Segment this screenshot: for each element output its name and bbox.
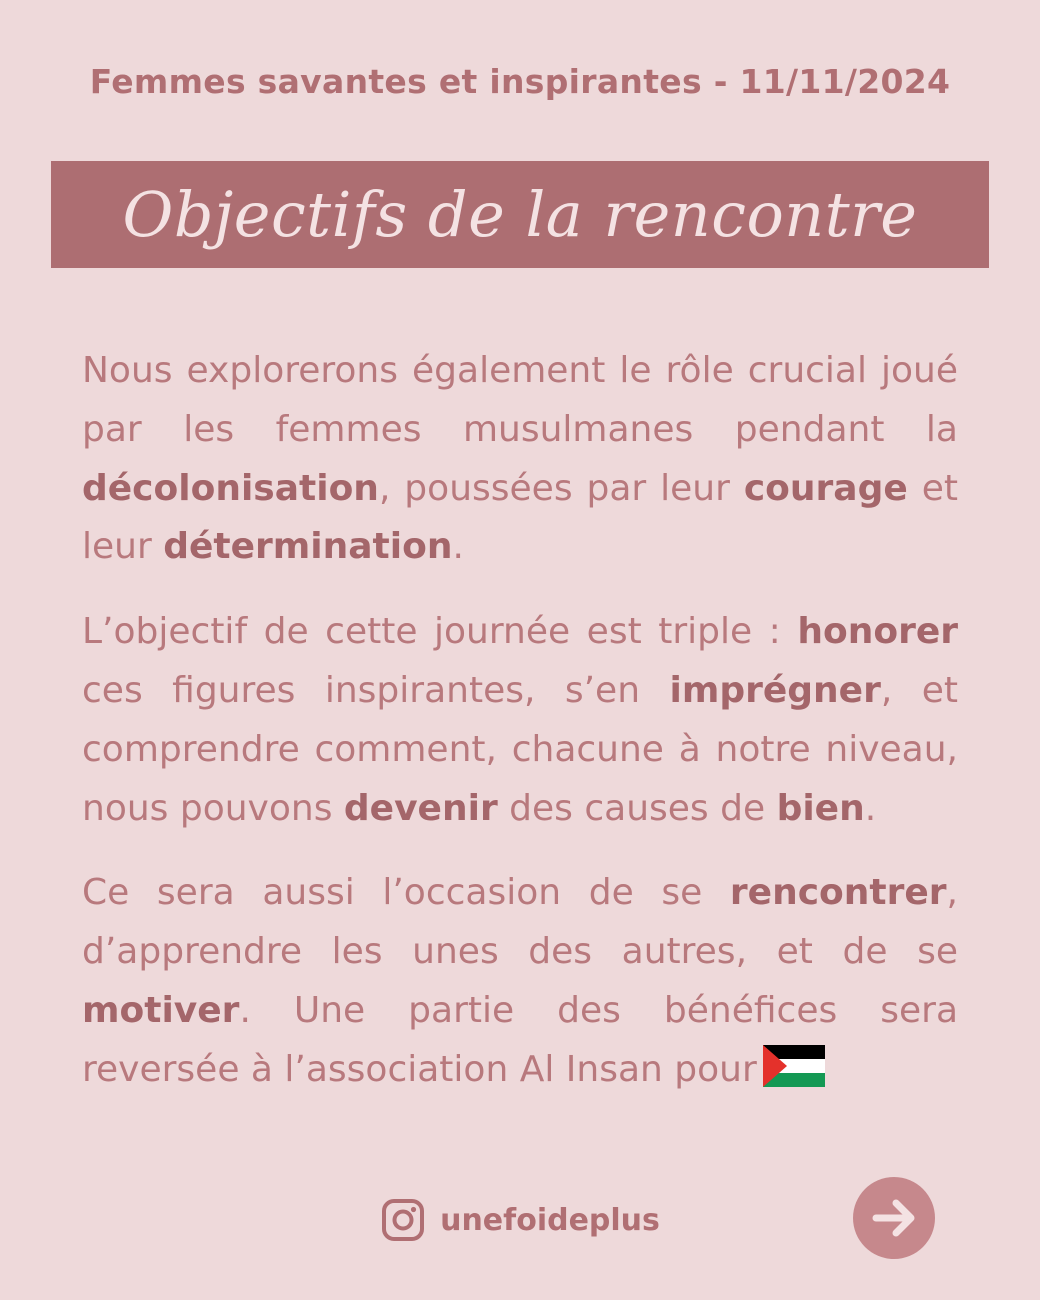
text-span: , poussées par leur <box>378 467 744 509</box>
bold-devenir: devenir <box>343 787 498 829</box>
paragraph-objective <box>82 603 958 838</box>
instagram-icon <box>380 1197 426 1243</box>
bold-impregner: imprégner <box>669 669 881 711</box>
bold-honorer: honorer <box>797 611 958 653</box>
body-text <box>82 342 958 1126</box>
text-span: ces figures inspirantes, s’en <box>82 669 670 711</box>
page-title: Objectifs de la rencontre <box>122 178 918 251</box>
social-handle-text: unefoideplus <box>440 1202 660 1238</box>
palestine-flag-icon <box>763 1045 825 1087</box>
social-handle[interactable] <box>380 1197 660 1243</box>
text-span: et leur <box>82 467 958 568</box>
text-span: des causes de <box>497 787 777 829</box>
bold-courage: courage <box>743 467 908 509</box>
header-text: Femmes savantes et inspirantes - 11/11/2024 <box>89 62 951 101</box>
text-span: , d’apprendre les unes des autres, et de se <box>82 872 958 973</box>
text-span: , et comprendre comment, chacune à notre niveau, nous pouvons <box>82 669 958 829</box>
paragraph-meeting <box>82 864 958 1099</box>
text-span: . <box>864 787 877 829</box>
bold-determination: détermination <box>163 526 453 568</box>
text-span: L’objectif de cette journée est triple : <box>82 611 798 653</box>
title-banner <box>51 161 989 268</box>
bold-decolonisation: décolonisation <box>82 467 379 509</box>
arrow-right-icon <box>866 1190 922 1246</box>
text-span: Ce sera aussi l’occasion de se <box>82 872 730 914</box>
bold-motiver: motiver <box>82 989 240 1031</box>
next-button[interactable] <box>853 1177 935 1259</box>
text-span: Nous explorerons également le rôle crucial joué par les femmes musulmanes pendant la <box>82 350 958 450</box>
bold-bien: bien <box>776 787 865 829</box>
text-span: . <box>452 526 464 568</box>
paragraph-decolonisation <box>82 342 958 577</box>
text-span: . Une partie des bénéfices sera reversée à l’association Al Insan pour <box>82 989 958 1090</box>
bold-rencontrer: rencontrer <box>729 872 947 914</box>
